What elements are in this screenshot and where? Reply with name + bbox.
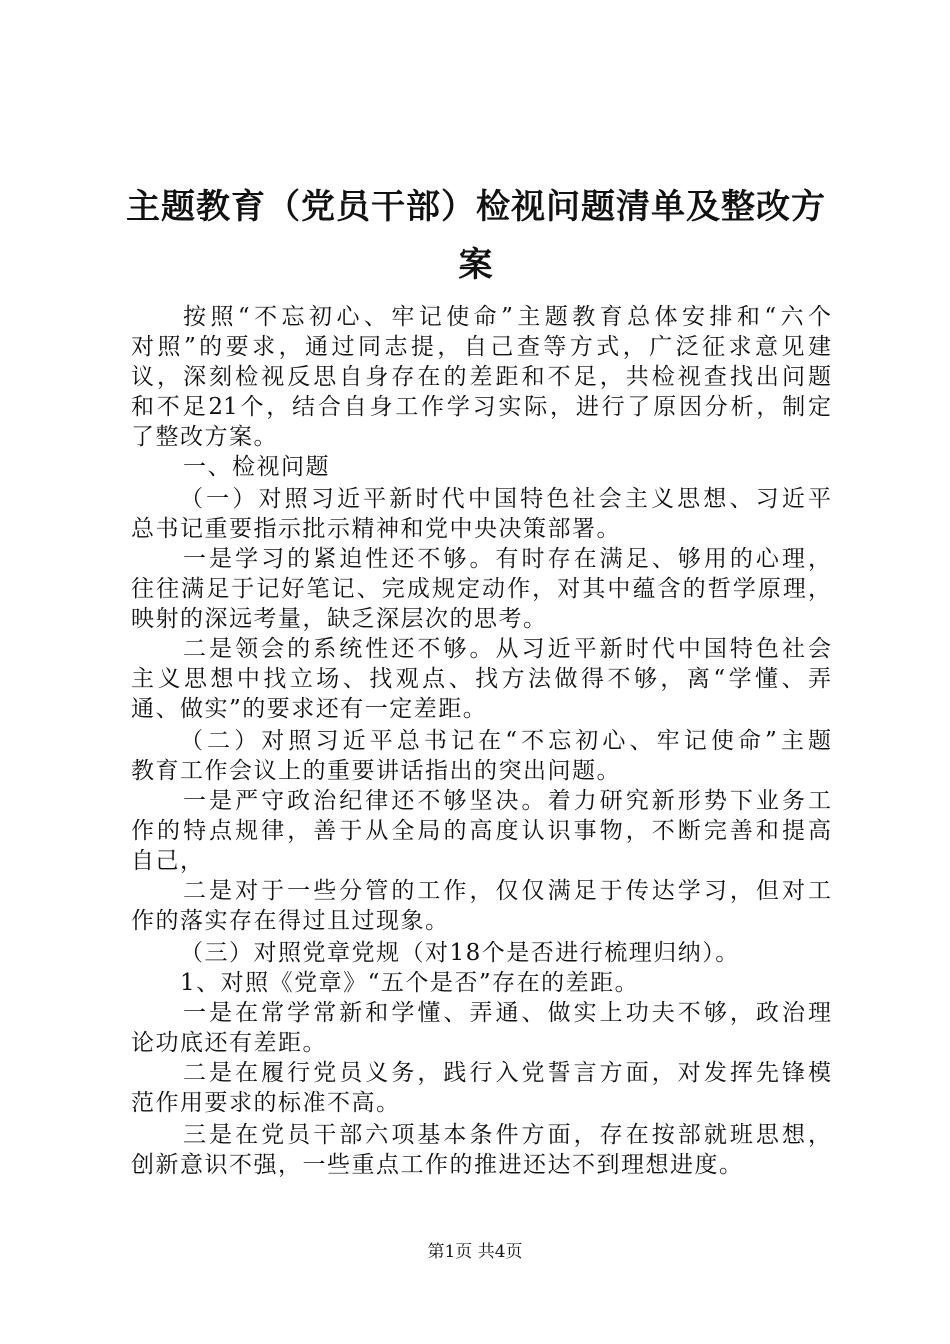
body-line: 和不足21个，结合自身工作学习实际，进行了原因分析，制定 [131,394,831,420]
page-number-footer: 第1页 共4页 [427,1242,523,1262]
body-line: 自己， [131,848,205,874]
body-line: 一是在常学常新和学懂、弄通、做实上功夫不够，政治理 [183,1000,831,1026]
section-heading: 一、检视问题 [183,454,330,480]
body-line: 了整改方案。 [131,424,278,450]
body-line: 议，深刻检视反思自身存在的差距和不足，共检视查找出问题 [131,364,831,390]
subsection-heading: （一）对照习近平新时代中国特色社会主义思想、习近平 [180,486,831,512]
subsection-heading: （二）对照习近平总书记在“不忘初心、牢记使命”主题 [180,728,831,754]
body-line: 教育工作会议上的重要讲话指出的突出问题。 [131,758,621,784]
body-line: 作的落实存在得过且过现象。 [131,908,450,934]
body-line: 主义思想中找立场、找观点、找方法做得不够，离“学懂、弄 [131,666,831,692]
body-line: 通、做实”的要求还有一定差距。 [131,696,488,722]
body-line: 按照“不忘初心、牢记使命”主题教育总体安排和“六个 [183,304,831,330]
body-line: 二是领会的系统性还不够。从习近平新时代中国特色社会 [183,636,831,662]
item-heading: 1、对照《党章》“五个是否”存在的差距。 [180,970,640,996]
body-line: 二是在履行党员义务，践行入党誓言方面，对发挥先锋模 [183,1060,831,1086]
body-line: 三是在党员干部六项基本条件方面，存在按部就班思想， [183,1122,831,1148]
document-title-line-2: 案 [458,245,494,285]
body-line: 一是严守政治纪律还不够坚决。着力研究新形势下业务工 [183,788,831,814]
body-line: 范作用要求的标准不高。 [131,1090,401,1116]
document-title-line-1: 主题教育（党员干部）检视问题清单及整改方 [126,187,826,227]
subsection-heading: （三）对照党章党规（对18个是否进行梳理归纳）。 [180,940,740,966]
body-line: 二是对于一些分管的工作，仅仅满足于传达学习，但对工 [183,878,831,904]
body-line: 对照”的要求，通过同志提，自己查等方式，广泛征求意见建 [131,334,831,360]
body-line: 论功底还有差距。 [131,1030,327,1056]
body-line: 创新意识不强，一些重点工作的推进还达不到理想进度。 [131,1152,744,1178]
body-line: 一是学习的紧迫性还不够。有时存在满足、够用的心理， [183,546,831,572]
body-line: 映射的深远考量，缺乏深层次的思考。 [131,606,548,632]
body-line: 往往满足于记好笔记、完成规定动作，对其中蕴含的哲学原理， [131,576,831,602]
body-line: 总书记重要指示批示精神和党中央决策部署。 [131,516,621,542]
body-line: 作的特点规律，善于从全局的高度认识事物，不断完善和提高 [131,818,831,844]
